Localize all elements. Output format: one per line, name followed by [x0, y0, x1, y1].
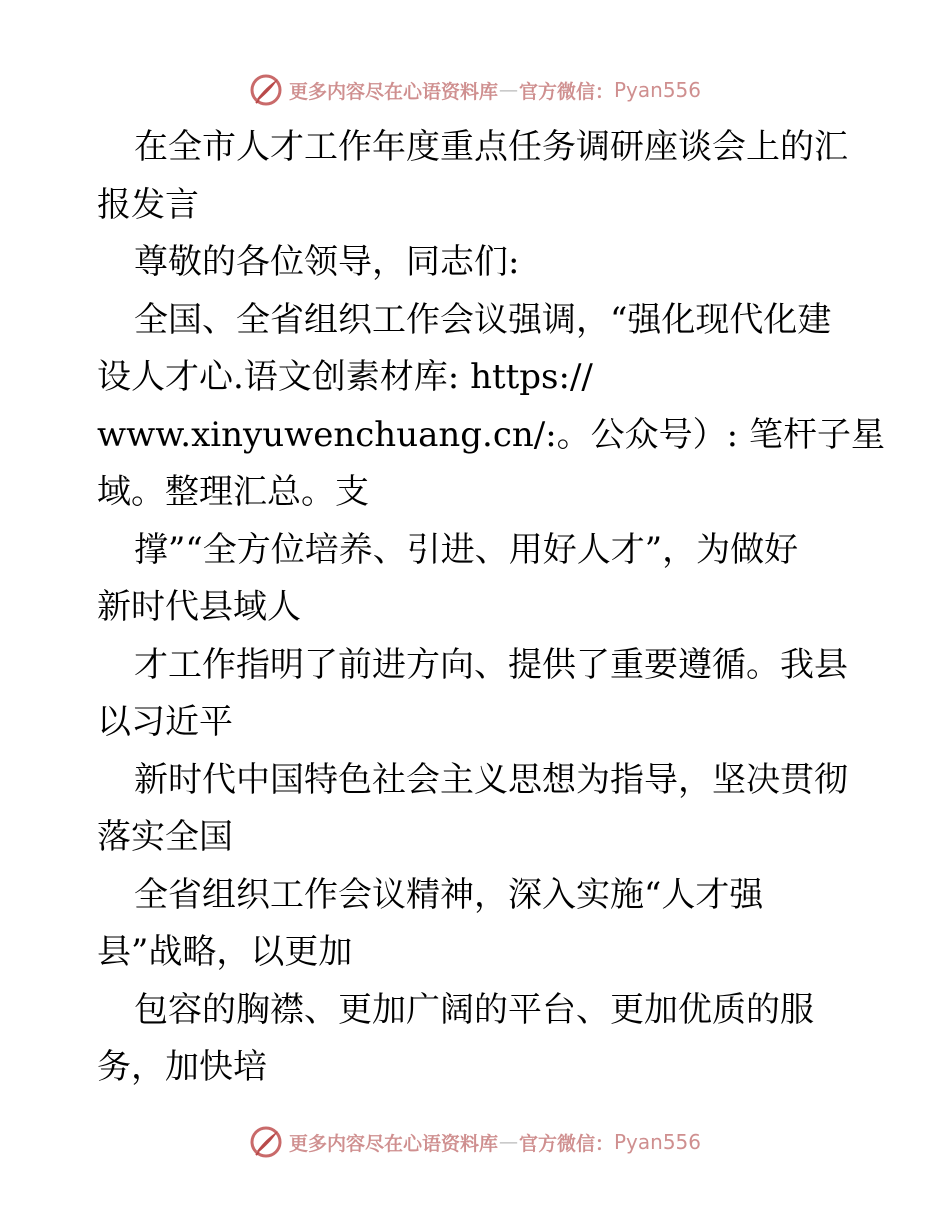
document-line: 落实全国	[97, 817, 233, 857]
header-watermark	[0, 70, 950, 110]
watermark-dash: —	[498, 79, 518, 101]
watermark-wechat-label: 官方微信：	[518, 1132, 614, 1155]
document-line: 在全市人才工作年度重点任务调研座谈会上的汇	[134, 127, 848, 167]
document-line: 以习近平	[97, 702, 233, 742]
watermark-site-text: 更多内容尽在心语资料库	[288, 80, 498, 103]
watermark-wechat-label: 官方微信：	[518, 80, 614, 103]
document-line: 新时代县域人	[97, 587, 301, 627]
document-line: 务，加快培	[97, 1047, 267, 1087]
document-line: 包容的胸襟、更加广阔的平台、更加优质的服	[134, 989, 814, 1030]
document-line: 报发言	[97, 184, 199, 225]
document-line: 县”战略，以更加	[97, 932, 353, 972]
watermark-wechat-id: Pyan556	[614, 1130, 702, 1154]
watermark-wechat-id: Pyan556	[614, 78, 702, 102]
document-line: 域。整理汇总。支	[97, 472, 369, 512]
document-line: 撑”“全方位培养、引进、用好人才”，为做好	[134, 529, 799, 570]
quill-pen-logo-icon	[249, 1125, 283, 1159]
footer-watermark	[0, 1122, 950, 1162]
quill-pen-logo-icon	[249, 73, 283, 107]
watermark-dash: —	[498, 1131, 518, 1153]
document-line: 设人才心.语文创素材库: https://	[97, 357, 593, 397]
document-line: 新时代中国特色社会主义思想为指导，坚决贯彻	[134, 759, 848, 800]
document-line: 全国、全省组织工作会议强调，“强化现代化建	[134, 299, 832, 340]
document-line: 尊敬的各位领导，同志们:	[134, 242, 520, 282]
document-line: www.xinyuwenchuang.cn/:。公众号）: 笔杆子星	[97, 414, 885, 455]
watermark-site-text: 更多内容尽在心语资料库	[288, 1132, 498, 1155]
document-body	[97, 119, 885, 1097]
document-line: 才工作指明了前进方向、提供了重要遵循。我县	[134, 644, 848, 685]
document-line: 全省组织工作会议精神，深入实施“人才强	[134, 874, 764, 915]
